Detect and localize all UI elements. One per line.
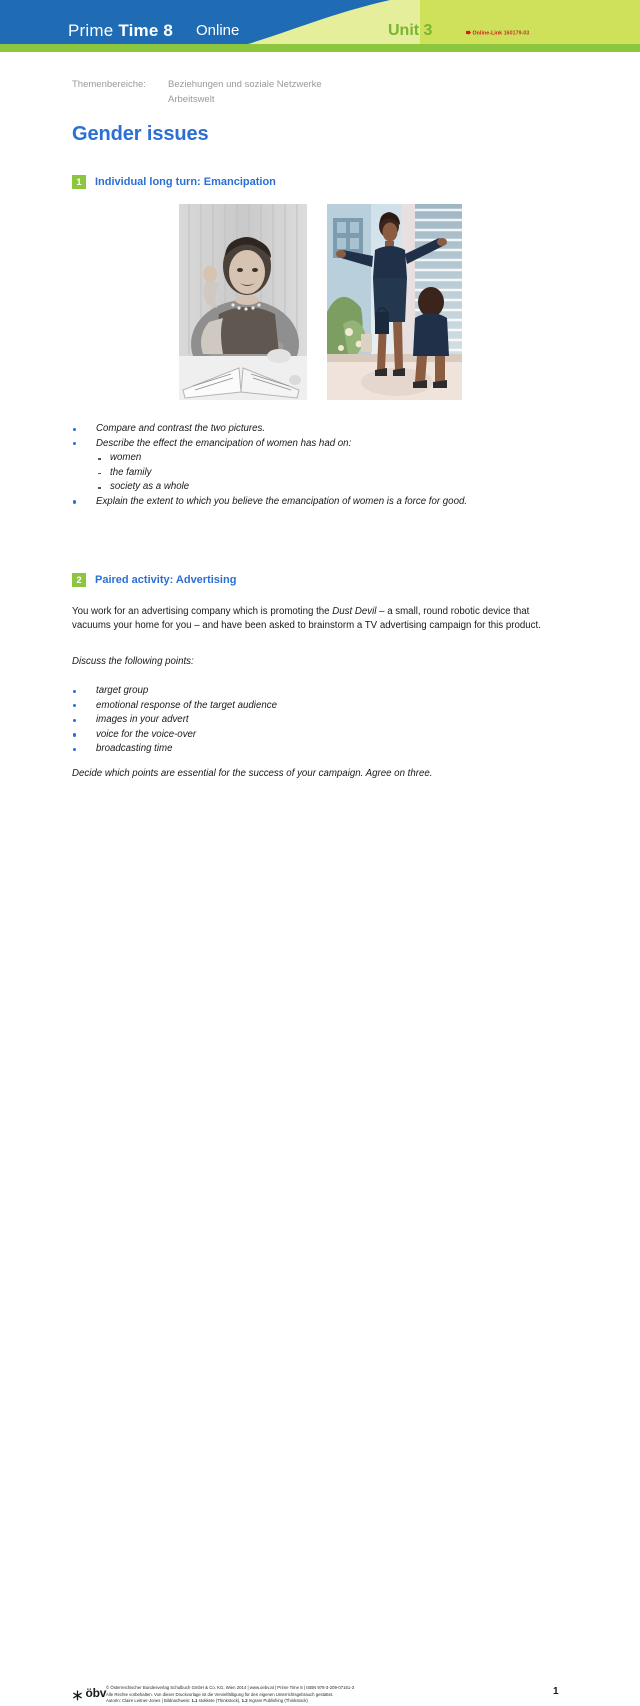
copyright-line-1: © Österreichischer Bundesverlag Schulbuch GmbH & Co. KG, Wien 2014 | www.oebv.at | Prime Time 8 | ISBN 978-3-209-07161-3 <box>106 1685 355 1690</box>
publisher-name: öbv <box>85 1686 107 1700</box>
list-item: the family <box>72 466 467 481</box>
intro-text-part-1: You work for an advertising company which is promoting the <box>72 606 333 617</box>
online-label: Online <box>196 22 240 39</box>
page-number: 1 <box>553 1686 559 1697</box>
list-item: Explain the extent to which you believe the emancipation of women is a force for good. <box>72 495 467 510</box>
topic-areas <box>72 77 322 107</box>
brand-time: Time <box>118 21 164 40</box>
credit-source-1: stokkete (Thinkstock), <box>197 1698 242 1704</box>
list-item: images in your advert <box>72 713 277 728</box>
topic-area-2: Arbeitswelt <box>168 94 215 105</box>
obv-asterisk-icon <box>72 1688 83 1699</box>
credit-key-1: 1.1 <box>191 1698 198 1704</box>
task-number-badge-1: 1 <box>72 175 86 189</box>
topic-areas-label: Themenbereiche: <box>72 79 146 90</box>
copyright-block <box>106 1685 354 1705</box>
copyright-line-3 <box>106 1698 354 1705</box>
online-link-code: 160179-03 <box>503 30 530 37</box>
publisher-logo <box>72 1686 106 1700</box>
online-link-label: Online-Link <box>472 30 503 37</box>
task-heading-1 <box>72 175 276 189</box>
list-item: Compare and contrast the two pictures. <box>72 422 467 437</box>
list-item: broadcasting time <box>72 742 277 757</box>
credit-key-2: 1.2 <box>241 1698 248 1704</box>
product-name: Dust Devil <box>332 606 377 617</box>
task-2-intro-paragraph <box>72 605 568 634</box>
task-number-badge-2: 2 <box>72 573 86 587</box>
list-item: women <box>72 451 467 466</box>
list-item: society as a whole <box>72 480 467 495</box>
topic-areas-line-1 <box>72 77 322 92</box>
credit-source-2: Ingram Publishing (Thinkstock) <box>247 1698 308 1704</box>
brand-number: 8 <box>163 21 174 40</box>
list-item: target group <box>72 684 277 699</box>
online-link[interactable] <box>466 30 529 37</box>
online-link-arrow-icon <box>466 30 471 35</box>
task-title-2: Paired activity: Advertising <box>95 574 237 586</box>
task-title-1: Individual long turn: Emancipation <box>95 176 276 188</box>
photo-vintage-woman <box>179 204 307 400</box>
list-item: voice for the voice-over <box>72 728 277 743</box>
page-title: Gender issues <box>72 123 209 145</box>
topic-area-1: Beziehungen und soziale Netzwerke <box>168 79 322 90</box>
page-header <box>0 0 640 52</box>
task-2-bullet-list <box>72 684 277 757</box>
unit-label: Unit 3 <box>388 22 433 39</box>
list-item: emotional response of the target audience <box>72 699 277 714</box>
credits-prefix: Autorin: Claire Leitner-Jones | Bildnachweis: <box>106 1698 192 1704</box>
photo-woman-and-child <box>327 204 462 400</box>
task-heading-2 <box>72 573 236 587</box>
brand-title <box>68 21 173 41</box>
page-footer <box>0 838 640 1704</box>
task-2-closing-paragraph: Decide which points are essential for the success of your campaign. Agree on three. <box>72 768 433 779</box>
copyright-line-2: Alle Rechte vorbehalten. Von dieser Druckvorlage ist die Vervielfältigung für den eigenen Unterrichtsgebrauch gestattet. <box>106 1691 334 1697</box>
list-item: Describe the effect the emancipation of women has had on: <box>72 437 467 452</box>
discuss-heading: Discuss the following points: <box>72 656 194 667</box>
task-1-bullet-list <box>72 422 467 510</box>
brand-prime: Prime <box>68 21 119 40</box>
intro-text-part-2: – a small, round robotic device that vacuums your home for you – and have been asked to brainstorm a TV advertising campaign for this product. <box>72 606 541 632</box>
